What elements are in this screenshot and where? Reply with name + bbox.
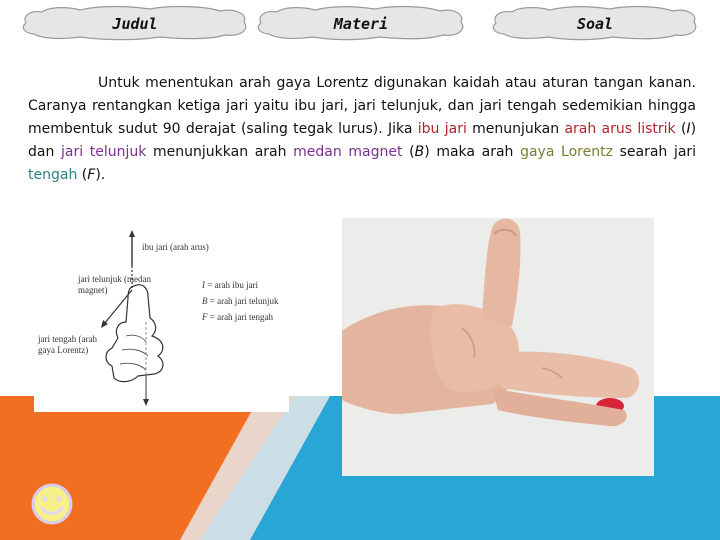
- highlight-medan-magnet: medan magnet: [293, 144, 403, 160]
- text-segment: ) dan: [28, 121, 697, 160]
- hand-gesture-photo: [342, 218, 654, 476]
- legend-I: [202, 280, 258, 291]
- legend-B-symbol: B: [202, 296, 208, 306]
- legend-I-symbol: I: [202, 280, 205, 290]
- text-segment: searah jari: [619, 144, 697, 160]
- tab-judul[interactable]: [20, 4, 250, 42]
- tab-soal-label: Soal: [576, 15, 614, 33]
- legend-F-symbol: F: [202, 312, 208, 322]
- symbol-F: F: [87, 167, 96, 183]
- symbol-I: I: [686, 121, 691, 137]
- text-segment: Untuk menentukan arah gaya Lorentz digunakan kaidah atau aturan tangan kanan. Caranya rentangkan ketiga jari yaitu ibu jari, jari telunjuk, dan jari tengah sedemikian hingga membentuk sudut 90 derajat (saling tegak lurus). Jika: [28, 75, 696, 137]
- label-jari-telunjuk: jari telunjuk (medan magnet): [78, 274, 151, 295]
- text-segment: (: [680, 121, 687, 137]
- hand-illustration: [342, 218, 654, 476]
- legend-B: [202, 296, 279, 307]
- text-segment: (: [81, 167, 88, 183]
- tab-materi[interactable]: [255, 4, 467, 42]
- lorentz-explanation-paragraph: [28, 72, 696, 187]
- text-segment: ).: [95, 167, 106, 183]
- symbol-B: B: [414, 144, 425, 160]
- legend-B-text: = arah jari telunjuk: [209, 296, 279, 306]
- text-segment: menunjukan: [472, 121, 560, 137]
- tab-materi-label: Materi: [333, 15, 389, 33]
- tab-soal[interactable]: [490, 4, 700, 42]
- legend-I-text: = arah ibu jari: [207, 280, 259, 290]
- label-ibu-jari: ibu jari (arah arus): [142, 242, 209, 252]
- highlight-ibu-jari: ibu jari: [417, 121, 467, 137]
- label-jari-tengah: jari tengah (arah gaya Lorentz): [38, 334, 97, 355]
- highlight-jari-telunjuk: jari telunjuk: [61, 144, 147, 160]
- smiley-face-icon: [30, 482, 74, 526]
- legend-F: [202, 312, 273, 323]
- text-segment: menunjukkan arah: [153, 144, 287, 160]
- right-hand-rule-diagram: [34, 226, 289, 412]
- highlight-tengah: tengah: [28, 167, 78, 183]
- text-segment: (: [409, 144, 415, 160]
- text-segment: ) maka arah: [424, 144, 514, 160]
- highlight-arah-arus-listrik: arah arus listrik: [564, 121, 676, 137]
- highlight-gaya-lorentz: gaya Lorentz: [520, 144, 613, 160]
- tab-judul-label: Judul: [112, 15, 158, 33]
- legend-F-text: = arah jari tengah: [209, 312, 274, 322]
